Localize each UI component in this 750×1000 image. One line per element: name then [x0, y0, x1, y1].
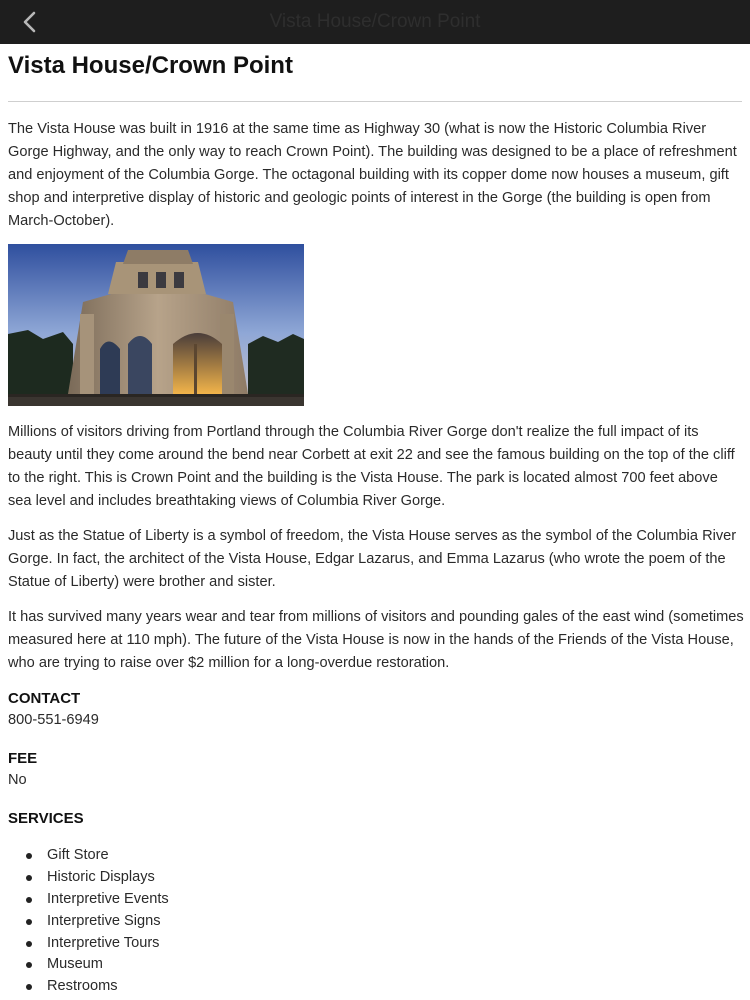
- contact-label: CONTACT: [8, 690, 81, 707]
- service-label: Interpretive Signs: [47, 912, 161, 929]
- top-nav-bar: [0, 0, 750, 44]
- bullet-icon: [26, 897, 32, 903]
- service-label: Restrooms: [47, 978, 118, 995]
- service-label: Historic Displays: [47, 868, 155, 885]
- service-label: Interpretive Tours: [47, 934, 160, 951]
- vista-house-photo: [8, 244, 304, 406]
- bullet-icon: [26, 984, 32, 990]
- paragraph-3: Just as the Statue of Liberty is a symbol of freedom, the Vista House serves as the symbol of the Columbia River Gorge. In fact, the architect of the Vista House, Edgar Lazarus, and Emma Lazarus (who wrote the poem of the Statue of Liberty) were brother and sister.: [8, 528, 737, 590]
- list-item: [24, 867, 169, 889]
- page-title: Vista House/Crown Point: [8, 52, 293, 79]
- list-item: [24, 933, 169, 955]
- contact-phone[interactable]: 800-551-6949: [8, 712, 99, 728]
- bullet-icon: [26, 875, 32, 881]
- nav-title: Vista House/Crown Point: [269, 11, 481, 32]
- bullet-icon: [26, 919, 32, 925]
- list-item: [24, 976, 169, 998]
- service-label: Gift Store: [47, 847, 109, 863]
- bullet-icon: [26, 962, 32, 968]
- list-item: [24, 911, 169, 933]
- list-item: [24, 954, 169, 976]
- paragraph-4: It has survived many years wear and tear from millions of visitors and pounding gales of the east wind (sometimes measured here at 110 mph). The future of the Vista House is now in the hands of the Friends of the Vista House, who are trying to raise over $2 million for a long-overdue restoration.: [8, 609, 744, 671]
- services-list: [24, 845, 169, 998]
- list-item: [24, 889, 169, 911]
- bullet-icon: [26, 941, 32, 947]
- service-label: Museum: [47, 956, 103, 973]
- fee-value: No: [8, 772, 27, 788]
- list-item: [24, 845, 169, 867]
- service-label: Interpretive Events: [47, 890, 169, 907]
- fee-label: FEE: [8, 750, 38, 767]
- bullet-icon: [26, 853, 32, 859]
- intro-paragraph: The Vista House was built in 1916 at the same time as Highway 30 (what is now the Historic Columbia River Gorge Highway, and the only way to reach Crown Point). The building was designed to be a place of refreshment and enjoyment of the Columbia Gorge. The octagonal building with its copper dome now houses a museum, gift shop and interpretive display of historic and geologic points of interest in the Gorge (the building is open from March-October).: [8, 121, 737, 229]
- services-label: SERVICES: [8, 810, 84, 827]
- paragraph-2: Millions of visitors driving from Portland through the Columbia River Gorge don't realize the full impact of its beauty until they come around the bend near Corbett at exit 22 and see the famous building on the top of the cliff to the right. This is Crown Point and the building is the Vista House. The park is located almost 700 feet above sea level and includes breathtaking views of Columbia River Gorge.: [8, 424, 735, 509]
- title-divider: [8, 101, 742, 102]
